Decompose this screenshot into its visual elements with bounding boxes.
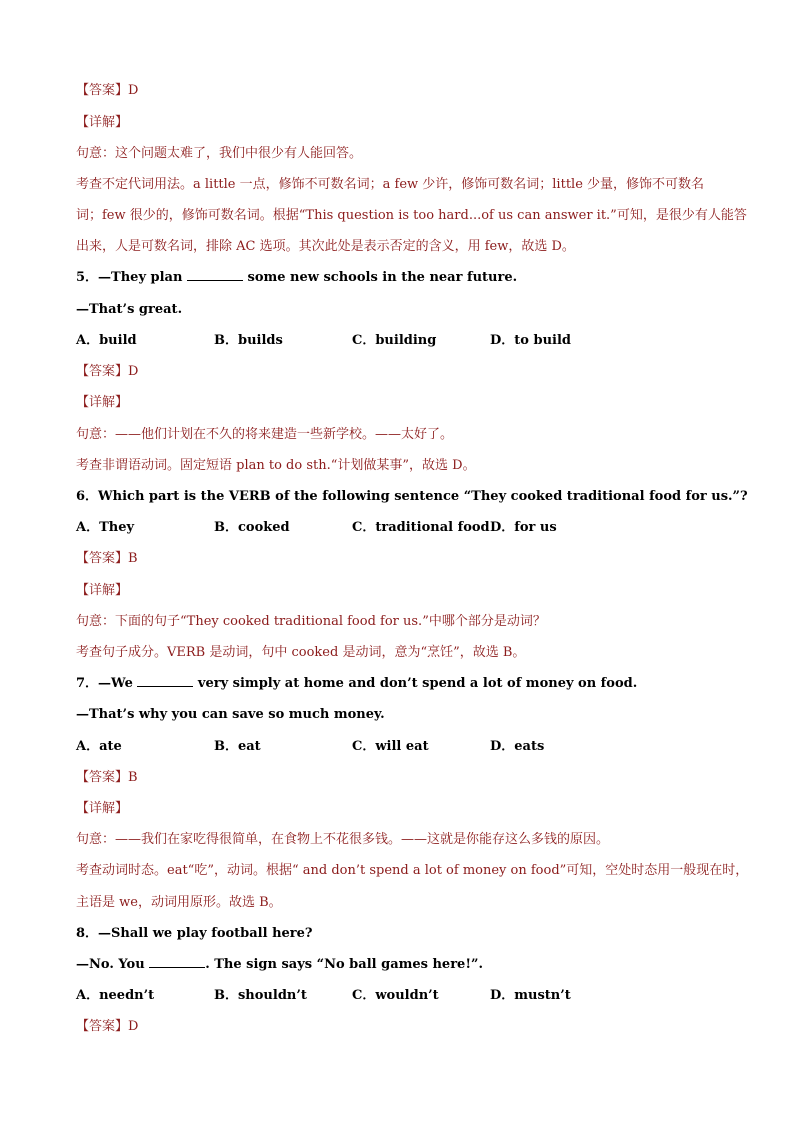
detail-label: 【详解】 [76, 801, 129, 816]
option-d: D．for us [490, 520, 557, 535]
option-b: B．eat [214, 739, 261, 754]
option-c: C．building [352, 333, 437, 348]
question-stem: 6．Which part is the VERB of the following sentence “They cooked traditional food for us.”? [76, 489, 748, 504]
option-d: D．to build [490, 333, 571, 348]
detail-label: 【详解】 [76, 583, 129, 598]
option-a: A．build [76, 333, 137, 348]
answer-blank [149, 955, 205, 968]
meaning-line: 句意：——我们在家吃得很简单，在食物上不花很多钱。——这就是你能存这么多钱的原因。 [76, 832, 610, 847]
analysis-line: 考查动词时态。eat“吃”，动词。根据“ and don’t spend a lot of money on food”可知，空处时态用一般现在时， [76, 863, 749, 878]
option-a: A．They [76, 520, 135, 535]
answer-line: 【答案】D [76, 1019, 139, 1034]
detail-label: 【详解】 [76, 115, 129, 130]
answer-blank [187, 268, 243, 281]
option-d: D．eats [490, 739, 545, 754]
analysis-line: 考查不定代词用法。a little 一点，修饰不可数名词；a few 少许，修饰可数名词；little 少量，修饰不可数名 [76, 177, 705, 192]
meaning-line: 句意：——他们计划在不久的将来建造一些新学校。——太好了。 [76, 427, 454, 442]
answer-line: 【答案】D [76, 83, 139, 98]
question-reply: —That’s great. [76, 302, 183, 317]
analysis-line: 考查非谓语动词。固定短语 plan to do sth.“计划做某事”，故选 D。 [76, 458, 476, 473]
question-reply: —No. You . The sign says “No ball games here!”. [76, 957, 484, 972]
question-reply: —That’s why you can save so much money. [76, 707, 385, 722]
question-stem: 5．—They plan some new schools in the near future. [76, 270, 518, 285]
analysis-line: 词；few 很少的，修饰可数名词。根据“This question is too hard...of us can answer it.”可知，是很少有人能答 [76, 208, 747, 223]
meaning-line: 句意：下面的句子“They cooked traditional food for us.”中哪个部分是动词？ [76, 614, 546, 629]
answer-line: 【答案】B [76, 551, 138, 566]
question-stem: 7．—We very simply at home and don’t spend a lot of money on food. [76, 676, 638, 691]
option-c: C．traditional food [352, 520, 490, 535]
answer-line: 【答案】B [76, 770, 138, 785]
option-b: B．shouldn’t [214, 988, 307, 1003]
analysis-line: 出来，人是可数名词，排除 AC 选项。其次此处是表示否定的含义，用 few，故选 D。 [76, 239, 575, 254]
meaning-line: 句意：这个问题太难了，我们中很少有人能回答。 [76, 146, 363, 161]
option-a: A．needn’t [76, 988, 155, 1003]
detail-label: 【详解】 [76, 395, 129, 410]
option-d: D．mustn’t [490, 988, 571, 1003]
answer-blank [137, 674, 193, 687]
option-b: B．cooked [214, 520, 290, 535]
answer-line: 【答案】D [76, 364, 139, 379]
option-c: C．wouldn’t [352, 988, 439, 1003]
option-b: B．builds [214, 333, 283, 348]
option-c: C．will eat [352, 739, 429, 754]
question-stem: 8．—Shall we play football here? [76, 926, 313, 941]
analysis-line: 考查句子成分。VERB 是动词，句中 cooked 是动词，意为“烹饪”，故选 B。 [76, 645, 526, 660]
option-a: A．ate [76, 739, 122, 754]
analysis-line: 主语是 we，动词用原形。故选 B。 [76, 895, 282, 910]
